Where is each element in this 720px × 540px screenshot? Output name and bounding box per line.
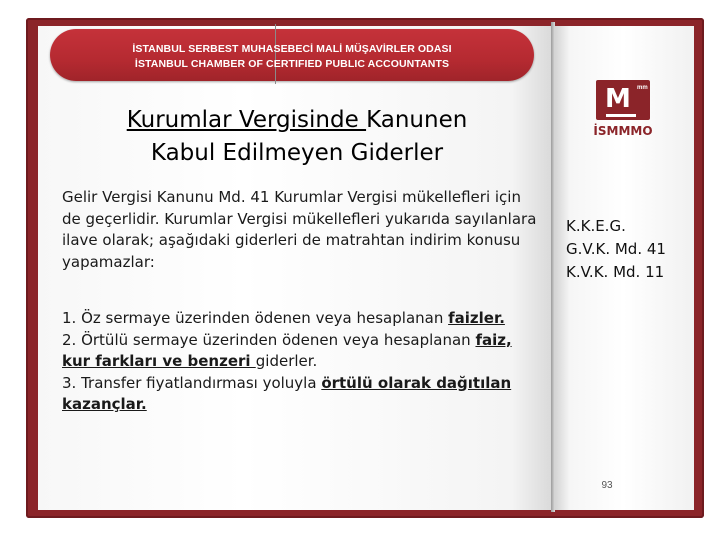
list-item-text: 1. Öz sermaye üzerinden ödenen veya hesaplanan [62,309,449,327]
header-line-turkish: İSTANBUL SERBEST MUHASEBECİ MALİ MÜŞAVİRLER ODASI [132,43,452,55]
intro-paragraph: Gelir Vergisi Kanunu Md. 41 Kurumlar Vergisi mükellefleri için de geçerlidir. Kurumlar Vergisi mükellefleri yukarıda sayılanlara ilave olarak; aşağıdaki giderleri de matrahtan indirim konusu yapamazlar: [62,188,537,271]
header-banner [50,29,534,81]
book-spine [551,22,555,512]
logo-tile [596,80,650,120]
item-list [62,308,542,416]
list-item [62,308,542,330]
title-underlined-part: Kurumlar Vergisinde [126,107,367,133]
logo-bar [606,114,636,117]
logo-superscript: mm [637,85,648,91]
reference-gvk: G.V.K. Md. 41 [566,240,666,258]
list-item-text: 3. Transfer fiyatlandırması yoluyla [62,373,322,392]
list-item-emphasis: faizler. [448,309,505,327]
ismmmo-logo [590,80,656,144]
title-part: Kanunen [366,107,468,133]
references-box [566,215,696,284]
reference-kkeg: K.K.E.G. [566,217,626,235]
list-item [62,373,542,416]
header-line-english: İSTANBUL CHAMBER OF CERTIFIED PUBLIC ACCOUNTANTS [134,58,450,70]
logo-letter: M [605,84,631,114]
title-line-2: Kabul Edilmeyen Giderler [150,140,444,166]
reference-kvk: K.V.K. Md. 11 [566,263,665,281]
list-item [62,330,542,373]
logo-label: İSMMMO [593,124,653,138]
page-number: 93 [601,480,613,491]
page-title [62,104,532,170]
list-item-text: 2. Örtülü sermaye üzerinden ödenen veya hesaplanan [62,330,476,349]
list-item-emphasis: faiz, kur farkları ve benzeri [62,330,512,370]
list-item-text: giderler. [255,352,318,370]
list-item-emphasis: örtülü olarak dağıtılan kazançlar. [62,373,512,413]
